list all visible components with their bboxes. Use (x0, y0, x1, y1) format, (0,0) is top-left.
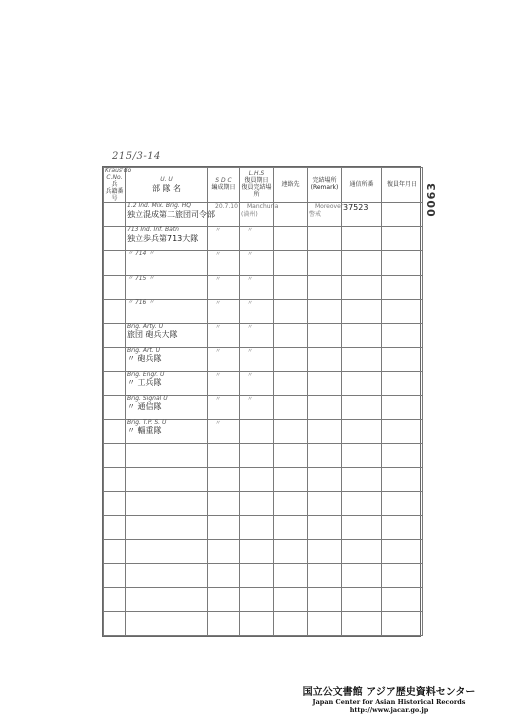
cell-serial (104, 227, 126, 251)
empty-cell (274, 587, 308, 611)
cell-unit-name (126, 251, 208, 275)
cell-demobilization-location-value (241, 414, 247, 427)
cell-formation-date-value: 〃 (215, 419, 222, 427)
unit-name-en: Brig. Engr. U (127, 370, 165, 378)
cell-formation-date-value: 20.7.10 (215, 203, 238, 211)
empty-cell (382, 539, 423, 563)
cell-demobilization-date (382, 227, 423, 251)
empty-cell (208, 587, 240, 611)
cell-completion-place-value (309, 294, 315, 307)
cell-signal-code (342, 395, 382, 419)
empty-cell (104, 491, 126, 515)
ledger-table-frame (102, 166, 421, 637)
table-row (104, 275, 423, 299)
table-row-empty (104, 491, 423, 515)
unit-name-jp: 〃 通信隊 (127, 402, 162, 412)
header-demobilization-location: L.H.S 復員期日 復員完結場所 (240, 168, 274, 203)
cell-contact (274, 275, 308, 299)
empty-cell (342, 467, 382, 491)
unit-name-en: Brig. Signal U (127, 394, 168, 402)
cell-signal-code (342, 251, 382, 275)
unit-name-en: 〃 714 〃 (127, 250, 155, 258)
cell-contact (274, 347, 308, 371)
cell-unit-name (126, 347, 208, 371)
table-row-empty (104, 443, 423, 467)
cell-contact (274, 323, 308, 347)
empty-cell (342, 491, 382, 515)
cell-demobilization-location-value: 〃 (247, 227, 254, 235)
header-unit-name: U. U 部 隊 名 (126, 168, 208, 203)
table-row (104, 371, 423, 395)
cell-demobilization-location-value: 〃 (247, 347, 254, 355)
empty-cell (208, 515, 240, 539)
cell-completion-place-value (309, 270, 315, 283)
unit-name-en: 1.2 Ind. Mix. Brig. HQ (127, 202, 191, 210)
cell-formation-date-value: 〃 (215, 371, 222, 379)
cell-formation-date-value: 〃 (215, 347, 222, 355)
empty-cell (308, 587, 342, 611)
cell-demobilization-location-value: 〃 (247, 251, 254, 259)
empty-cell (126, 539, 208, 563)
empty-cell (240, 443, 274, 467)
empty-cell (104, 539, 126, 563)
ledger-body (104, 203, 423, 636)
table-row (104, 251, 423, 275)
unit-name-en: 〃 715 〃 (127, 274, 155, 282)
cell-serial (104, 203, 126, 227)
table-row-empty (104, 539, 423, 563)
unit-ledger-table (103, 167, 423, 636)
cell-signal-code-value: 37523 (343, 203, 369, 213)
header-contact: 連絡先 (274, 168, 308, 203)
unit-name-jp: 旅団 砲兵大隊 (127, 330, 178, 340)
empty-cell (274, 467, 308, 491)
table-row-empty (104, 563, 423, 587)
empty-cell (308, 515, 342, 539)
header-completion-place: 完結場所 (Remark) (308, 168, 342, 203)
cell-unit-name (126, 202, 215, 227)
empty-cell (308, 563, 342, 587)
empty-cell (208, 491, 240, 515)
empty-cell (382, 563, 423, 587)
table-row-empty (104, 611, 423, 635)
cell-unit-name (126, 299, 208, 323)
cell-completion-place-value (309, 366, 315, 379)
table-row-empty (104, 467, 423, 491)
empty-cell (126, 611, 208, 635)
cell-formation-date-value: 〃 (215, 227, 222, 235)
cell-demobilization-location-value: 〃 (247, 299, 254, 307)
cell-serial (104, 419, 126, 443)
cell-demobilization-date (382, 347, 423, 371)
cell-demobilization-date (382, 371, 423, 395)
empty-cell (104, 611, 126, 635)
empty-cell (382, 587, 423, 611)
cell-completion-place-value (309, 221, 315, 234)
unit-name-jp: 〃 工兵隊 (127, 378, 162, 388)
empty-cell (104, 515, 126, 539)
cell-signal-code (342, 299, 382, 323)
cell-demobilization-date (382, 323, 423, 347)
cell-contact (274, 251, 308, 275)
cell-completion-place-value (309, 414, 315, 427)
empty-cell (342, 587, 382, 611)
cell-demobilization-location-value: 〃 (247, 275, 254, 283)
unit-name-en: 713 Ind. Inf. Batn (127, 226, 179, 234)
empty-cell (342, 611, 382, 635)
cell-completion-place (308, 419, 342, 443)
unit-name-jp: 独立混成第二旅団司令部 (127, 210, 215, 220)
cell-contact (274, 203, 308, 227)
unit-name-en: 〃 716 〃 (127, 298, 155, 306)
empty-cell (208, 443, 240, 467)
empty-cell (382, 467, 423, 491)
empty-cell (208, 467, 240, 491)
empty-cell (308, 539, 342, 563)
empty-cell (126, 515, 208, 539)
empty-cell (104, 563, 126, 587)
cell-serial (104, 347, 126, 371)
empty-cell (382, 491, 423, 515)
cell-contact (274, 299, 308, 323)
cell-demobilization-location-value: 〃 (247, 323, 254, 331)
cell-demobilization-date (382, 275, 423, 299)
cell-contact (274, 419, 308, 443)
cell-signal-code (342, 203, 382, 227)
cell-unit-name (126, 419, 208, 443)
empty-cell (274, 611, 308, 635)
cell-serial (104, 275, 126, 299)
empty-cell (240, 491, 274, 515)
cell-demobilization-date (382, 395, 423, 419)
table-row (104, 347, 423, 371)
cell-demobilization-date (382, 299, 423, 323)
empty-cell (104, 587, 126, 611)
table-row (104, 227, 423, 251)
archive-name-jp: 国立公文書館 アジア歴史資料センター (302, 687, 476, 698)
cell-signal-code (342, 371, 382, 395)
empty-cell (208, 539, 240, 563)
empty-cell (308, 611, 342, 635)
empty-cell (382, 611, 423, 635)
cell-signal-code (342, 227, 382, 251)
document-number: 215/3-14 (112, 151, 161, 162)
cell-demobilization-date (382, 203, 423, 227)
cell-unit-name (126, 227, 208, 251)
cell-formation-date-value: 〃 (215, 323, 222, 331)
cell-serial (104, 323, 126, 347)
empty-cell (104, 443, 126, 467)
empty-cell (126, 467, 208, 491)
unit-name-jp: 独立歩兵第713大隊 (127, 234, 199, 244)
table-row (104, 323, 423, 347)
archive-name-en: Japan Center for Asian Historical Records (312, 698, 466, 706)
empty-cell (274, 443, 308, 467)
archive-url: http://www.jacar.go.jp (349, 706, 429, 714)
empty-cell (126, 443, 208, 467)
cell-demobilization-location-value: 〃 (247, 371, 254, 379)
table-row (104, 203, 423, 227)
header-serial-number: Kraus'do C.No. 兵 兵籍番号 (105, 167, 132, 202)
cell-serial (104, 299, 126, 323)
empty-cell (126, 563, 208, 587)
cell-demobilization-date (382, 419, 423, 443)
empty-cell (308, 491, 342, 515)
empty-cell (342, 515, 382, 539)
table-row-empty (104, 587, 423, 611)
empty-cell (382, 443, 423, 467)
cell-formation-date-value: 〃 (215, 395, 222, 403)
page-stamp-number: 0063 (425, 182, 438, 217)
cell-serial (104, 371, 126, 395)
empty-cell (240, 539, 274, 563)
table-row (104, 299, 423, 323)
empty-cell (240, 515, 274, 539)
cell-formation-date-value: 〃 (215, 299, 222, 307)
cell-formation-date-value: 〃 (215, 251, 222, 259)
unit-name-en: Brig. T.P. S. U (127, 418, 167, 426)
empty-cell (240, 467, 274, 491)
header-formation-date: S D C 編成期日 (208, 168, 240, 203)
cell-demobilization-location (240, 419, 274, 443)
empty-cell (240, 587, 274, 611)
cell-serial (104, 251, 126, 275)
unit-name-jp: 〃 砲兵隊 (127, 354, 162, 364)
cell-signal-code (342, 323, 382, 347)
table-row (104, 395, 423, 419)
cell-serial (104, 395, 126, 419)
cell-completion-place-value (309, 318, 315, 331)
empty-cell (126, 587, 208, 611)
cell-demobilization-location-value: 〃 (247, 395, 254, 403)
table-row (104, 419, 423, 443)
unit-name-jp: 〃 輜重隊 (127, 426, 162, 436)
cell-unit-name (126, 323, 208, 347)
cell-completion-place-value (309, 342, 315, 355)
unit-name-en: Brig. Art. U (127, 346, 161, 354)
empty-cell (240, 611, 274, 635)
header-signal-code: 通信所番 (342, 168, 382, 203)
cell-demobilization-date (382, 251, 423, 275)
cell-unit-name (126, 371, 208, 395)
cell-signal-code (342, 275, 382, 299)
header-demobilization-date: 復員年月日 (382, 168, 423, 203)
empty-cell (308, 467, 342, 491)
empty-cell (274, 491, 308, 515)
cell-signal-code (342, 347, 382, 371)
cell-contact (274, 371, 308, 395)
empty-cell (342, 443, 382, 467)
empty-cell (208, 563, 240, 587)
cell-completion-place-value: Moreover 警戒 (309, 203, 344, 219)
cell-completion-place-value (309, 245, 315, 258)
unit-name-en: Brig. Arty. U (127, 322, 164, 330)
empty-cell (342, 563, 382, 587)
cell-contact (274, 227, 308, 251)
table-row-empty (104, 515, 423, 539)
empty-cell (274, 563, 308, 587)
empty-cell (274, 515, 308, 539)
empty-cell (342, 539, 382, 563)
cell-formation-date-value: 〃 (215, 275, 222, 283)
empty-cell (240, 563, 274, 587)
archive-footer (274, 683, 504, 714)
empty-cell (308, 443, 342, 467)
cell-unit-name (126, 275, 208, 299)
cell-formation-date (208, 419, 240, 443)
cell-unit-name (126, 395, 208, 419)
cell-contact (274, 395, 308, 419)
empty-cell (126, 491, 208, 515)
empty-cell (208, 611, 240, 635)
empty-cell (104, 467, 126, 491)
cell-demobilization-location-value: Manchuria (満州) (241, 203, 279, 219)
cell-signal-code (342, 419, 382, 443)
cell-completion-place-value (309, 390, 315, 403)
empty-cell (382, 515, 423, 539)
empty-cell (274, 539, 308, 563)
